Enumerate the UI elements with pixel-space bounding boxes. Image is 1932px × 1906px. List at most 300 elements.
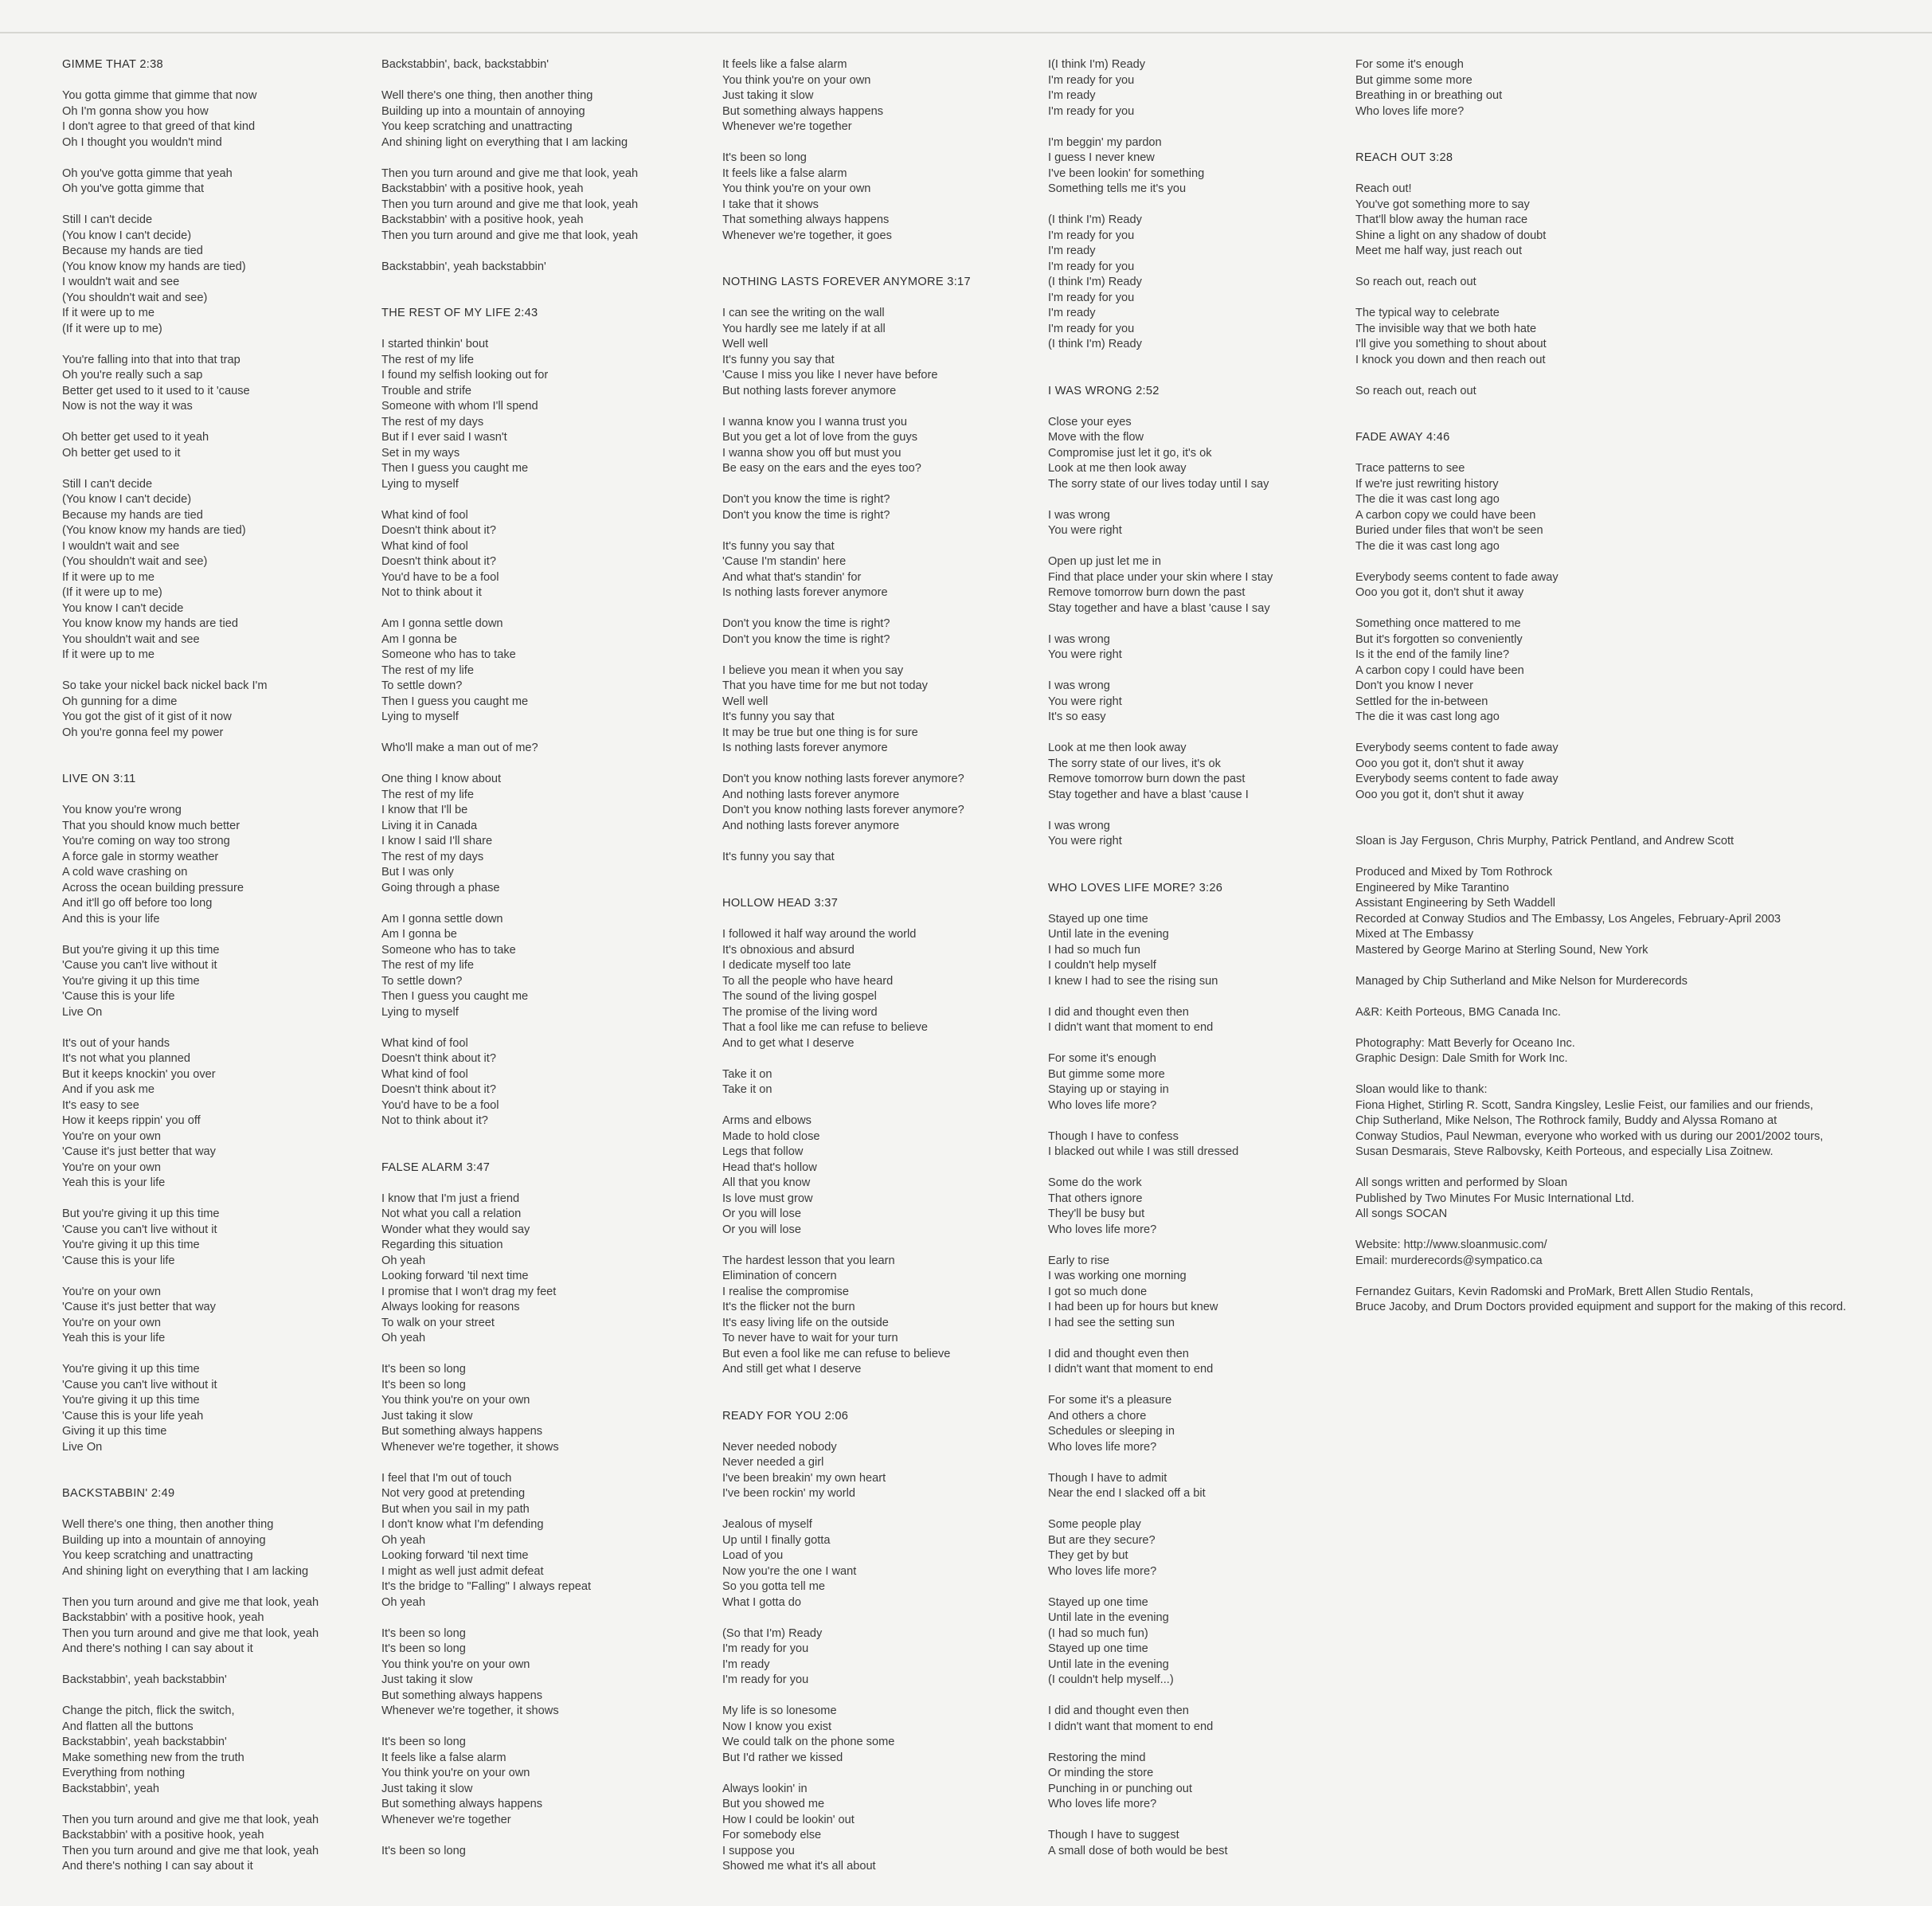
credits-paragraph [1355, 865, 1929, 958]
song-duration: 3:28 [1429, 151, 1453, 164]
lyric-line: Then you turn around and give me that look, yeah [62, 1626, 319, 1640]
lyric-line: Until late in the evening [1048, 1611, 1169, 1624]
lyric-line: To never have to wait for your turn [722, 1332, 898, 1344]
lyric-line: You know I can't decide [62, 601, 184, 615]
credits-line: Produced and Mixed by Tom Rothrock [1355, 866, 1553, 879]
lyric-line: We could talk on the phone some [722, 1736, 895, 1748]
lyric-line: Is it the end of the family line? [1355, 648, 1510, 661]
lyric-stanza [1048, 1595, 1339, 1689]
song-title [722, 275, 1013, 291]
lyric-line: Always lookin' in [722, 1782, 808, 1795]
lyric-stanza [62, 166, 353, 198]
lyric-line: And to get what I deserve [722, 1036, 855, 1050]
song-duration: 3:47 [466, 1160, 491, 1174]
credits-line: Website: http://www.sloanmusic.com/ [1355, 1239, 1547, 1251]
credits-line: Email: murderecords@sympatico.ca [1355, 1254, 1543, 1267]
lyric-line: (You shouldn't wait and see) [62, 555, 208, 568]
lyric-line: Everything from nothing [62, 1767, 186, 1779]
lyric-line: You're giving it up this time [62, 1363, 200, 1376]
credits-paragraph [1355, 1036, 1929, 1067]
lyric-line: For somebody else [722, 1829, 822, 1841]
lyric-line: Oh yeah [381, 1533, 426, 1547]
lyric-stanza [62, 213, 353, 337]
lyric-line: 'Cause I miss you like I never have before [722, 369, 938, 382]
lyric-line: Legs that follow [722, 1145, 804, 1158]
lyric-line: Just taking it slow [381, 1409, 473, 1423]
song-duration: 3:37 [814, 897, 839, 910]
lyrics-column-5 [1355, 57, 1929, 1331]
lyric-stanza [62, 943, 353, 1021]
song-title [1355, 151, 1929, 166]
lyric-line: What kind of fool [381, 1067, 468, 1081]
lyric-line: You're giving it up this time [62, 1239, 200, 1251]
lyric-line: They get by but [1048, 1549, 1128, 1562]
credits-paragraph [1355, 1285, 1929, 1316]
lyric-stanza [1355, 741, 1929, 803]
lyric-line: Who loves life more? [1048, 1798, 1157, 1810]
lyric-stanza [1048, 632, 1339, 663]
lyric-line: I knew I had to see the rising sun [1048, 974, 1218, 988]
song-title-text: REACH OUT [1355, 151, 1426, 164]
lyric-line: Now you're the one I want [722, 1564, 857, 1578]
lyric-line: I'm ready for you [1048, 73, 1135, 87]
lyric-line: What kind of fool [381, 1036, 468, 1050]
song-duration: 4:46 [1426, 431, 1450, 444]
lyric-line: Wonder what they would say [381, 1223, 530, 1236]
lyric-line: Be easy on the ears and the eyes too? [722, 462, 921, 475]
song-duration: 3:17 [947, 276, 971, 288]
lyric-line: Stayed up one time [1048, 1595, 1148, 1609]
lyric-line: Then you turn around and give me that look, yeah [62, 1595, 319, 1609]
lyric-line: I followed it half way around the world [722, 928, 917, 941]
lyric-line: My life is so lonesome [722, 1704, 837, 1717]
lyric-stanza [722, 1067, 1013, 1098]
lyric-stanza [381, 1844, 672, 1860]
lyric-line: I wouldn't wait and see [62, 276, 180, 288]
lyric-line: Trace patterns to see [1355, 462, 1465, 475]
lyric-stanza [1048, 1393, 1339, 1455]
lyric-line: I was wrong [1048, 819, 1110, 832]
lyric-line: The rest of my life [381, 788, 474, 801]
lyric-stanza [381, 1471, 672, 1611]
lyric-line: But something always happens [722, 104, 884, 118]
lyric-line: You think you're on your own [381, 1394, 530, 1407]
lyric-stanza [62, 1673, 353, 1689]
lyric-line: I believe you mean it when you say [722, 663, 904, 677]
lyric-line: Until late in the evening [1048, 1657, 1169, 1671]
lyric-line: It's been so long [381, 1363, 466, 1376]
lyric-line: That a fool like me can refuse to believe [722, 1021, 928, 1034]
lyric-line: But gimme some more [1048, 1067, 1165, 1081]
lyric-line: You know know my hands are tied [62, 617, 238, 630]
lyric-line: Arms and elbows [722, 1114, 812, 1127]
lyric-line: Just taking it slow [381, 1673, 473, 1686]
lyric-line: (I had so much fun) [1048, 1626, 1148, 1640]
lyric-line: Oh yeah [381, 1254, 426, 1267]
lyric-stanza [722, 850, 1013, 866]
lyric-line: It's easy living life on the outside [722, 1316, 889, 1329]
lyric-stanza [1355, 306, 1929, 368]
lyric-line: I've been lookin' for something [1048, 166, 1205, 180]
lyric-line: You think you're on your own [381, 1657, 530, 1671]
lyric-stanza [722, 616, 1013, 648]
lyric-line: Oh gunning for a dime [62, 695, 178, 708]
lyric-stanza [1355, 616, 1929, 726]
lyric-stanza [1048, 1471, 1339, 1502]
lyric-line: You're giving it up this time [62, 1394, 200, 1407]
lyric-line: 'Cause this is your life [62, 1254, 175, 1267]
lyric-stanza [62, 1517, 353, 1579]
lyric-line: Set in my ways [381, 446, 460, 460]
lyric-line: Take it on [722, 1083, 772, 1096]
lyric-line: Not to think about it? [381, 1114, 488, 1127]
lyric-line: The hardest lesson that you learn [722, 1254, 895, 1267]
lyric-stanza [62, 1704, 353, 1797]
lyric-line: I found my selfish looking out for [381, 369, 549, 382]
lyric-line: And shining light on everything that I am lacking [62, 1564, 309, 1578]
lyric-line: How it keeps rippin' you off [62, 1114, 201, 1127]
lyric-line: Going through a phase [381, 881, 500, 894]
lyric-line: I'm ready [1048, 245, 1096, 257]
lyric-line: Backstabbin', back, backstabbin' [381, 58, 549, 71]
lyric-line: Still I can't decide [62, 213, 153, 226]
lyric-line: Look at me then look away [1048, 742, 1187, 754]
lyric-line: Stay together and have a blast 'cause I say [1048, 601, 1270, 615]
lyric-stanza [62, 88, 353, 151]
lyric-line: I'll give you something to shout about [1355, 338, 1547, 350]
lyric-line: I did and thought even then [1048, 1347, 1189, 1360]
lyric-stanza [381, 1626, 672, 1720]
credits-line: Published by Two Minutes For Music International Ltd. [1355, 1192, 1635, 1205]
lyric-line: But something always happens [381, 1689, 543, 1702]
lyric-line: I've been rockin' my world [722, 1487, 855, 1500]
lyric-line: It's been so long [381, 1626, 466, 1640]
credits-paragraph [1355, 1176, 1929, 1223]
lyric-line: I've been breakin' my own heart [722, 1471, 886, 1485]
lyric-line: The rest of my days [381, 850, 484, 863]
lyric-line: And there's nothing I can say about it [62, 1642, 253, 1655]
lyric-line: Well well [722, 338, 768, 350]
credits-line: Fiona Highet, Stirling R. Scott, Sandra Kingsley, Leslie Feist, our families and our friends, [1355, 1098, 1813, 1112]
lyric-line: I might as well just admit defeat [381, 1564, 544, 1578]
lyric-line: But you're giving it up this time [62, 1207, 220, 1220]
lyric-line: (You shouldn't wait and see) [62, 291, 208, 304]
lyric-line: Stayed up one time [1048, 912, 1148, 926]
lyric-line: Up until I finally gotta [722, 1533, 831, 1547]
lyric-line: I'm ready for you [722, 1673, 809, 1686]
lyric-stanza [1048, 679, 1339, 726]
lyric-line: 'Cause it's just better that way [62, 1145, 216, 1158]
song-title-text: THE REST OF MY LIFE [381, 307, 511, 319]
lyric-line: Building up into a mountain of annoying [62, 1533, 266, 1547]
lyric-line: Don't you know the time is right? [722, 617, 890, 630]
lyric-stanza [1048, 1751, 1339, 1813]
song-block [1355, 57, 1929, 119]
lyric-line: And if you ask me [62, 1083, 154, 1096]
lyric-line: Stayed up one time [1048, 1642, 1148, 1655]
lyric-line: (You know know my hands are tied) [62, 524, 246, 537]
lyric-line: You think you're on your own [722, 182, 871, 195]
lyric-line: Though I have to suggest [1048, 1829, 1179, 1841]
lyric-line: The sorry state of our lives today until I say [1048, 477, 1269, 491]
lyric-line: Whenever we're together [381, 1813, 511, 1826]
credits-line: Sloan would like to thank: [1355, 1083, 1488, 1096]
lyrics-column-1 [62, 57, 353, 1906]
lyric-line: It's so easy [1048, 710, 1106, 723]
lyric-line: It's funny you say that [722, 850, 835, 863]
lyric-line: Compromise just let it go, it's ok [1048, 446, 1212, 460]
lyric-line: Make something new from the truth [62, 1751, 244, 1764]
lyric-line: Don't you know nothing lasts forever anymore? [722, 773, 964, 785]
credits-line: A&R: Keith Porteous, BMG Canada Inc. [1355, 1005, 1561, 1019]
lyric-stanza [381, 741, 672, 757]
lyrics-column-3 [722, 57, 1013, 1906]
credits-line: Conway Studios, Paul Newman, everyone who worked with us during our 2001/2002 tours, [1355, 1129, 1824, 1143]
lyric-line: And still get what I deserve [722, 1363, 862, 1376]
lyric-line: I did and thought even then [1048, 1704, 1189, 1717]
lyric-stanza [722, 492, 1013, 523]
song-block [62, 57, 353, 741]
credits-line: All songs written and performed by Sloan [1355, 1176, 1568, 1189]
lyric-line: To settle down? [381, 679, 463, 692]
lyric-stanza [1048, 554, 1339, 616]
lyric-line: Doesn't think about it? [381, 1052, 496, 1065]
lyric-line: Regarding this situation [381, 1239, 503, 1251]
lyric-line: And it'll go off before too long [62, 897, 213, 910]
lyric-line: Elimination of concern [722, 1270, 837, 1282]
lyric-line: I had been up for hours but knew [1048, 1301, 1218, 1313]
lyric-line: It's obnoxious and absurd [722, 943, 855, 957]
lyric-stanza [381, 1362, 672, 1455]
lyric-line: Then you turn around and give me that look, yeah [381, 229, 639, 242]
lyric-line: I guess I never knew [1048, 151, 1155, 164]
lyric-stanza [1048, 1005, 1339, 1036]
lyric-line: Then I guess you caught me [381, 990, 529, 1003]
song-duration: 3:26 [1199, 881, 1223, 894]
lyric-line: You're on your own [62, 1160, 161, 1174]
song-title-text: WHO LOVES LIFE MORE? [1048, 881, 1196, 894]
song-block [1048, 384, 1339, 850]
lyric-line: Is nothing lasts forever anymore [722, 742, 888, 754]
song-block [62, 1486, 353, 1875]
lyric-line: You were right [1048, 524, 1122, 537]
lyric-line: I was wrong [1048, 508, 1110, 522]
lyric-line: And flatten all the buttons [62, 1720, 194, 1733]
lyric-stanza [381, 772, 672, 896]
lyric-line: It's funny you say that [722, 710, 835, 723]
lyric-line: I(I think I'm) Ready [1048, 58, 1146, 71]
lyric-line: 'Cause this is your life yeah [62, 1409, 204, 1423]
lyric-line: (If it were up to me) [62, 322, 162, 335]
lyric-stanza [381, 57, 672, 73]
lyric-line: It may be true but one thing is for sure [722, 726, 918, 739]
lyric-line: Backstabbin' with a positive hook, yeah [381, 182, 584, 195]
lyric-line: But something always happens [381, 1425, 543, 1438]
lyric-line: I did and thought even then [1048, 1005, 1189, 1019]
lyric-line: Oh yeah [381, 1595, 426, 1609]
lyric-stanza [381, 1735, 672, 1828]
song-block [722, 57, 1013, 244]
lyric-stanza [381, 337, 672, 492]
lyric-line: Whenever we're together [722, 120, 852, 133]
lyric-line: Who'll make a man out of me? [381, 742, 538, 754]
lyric-line: For some it's a pleasure [1048, 1394, 1172, 1407]
lyric-line: I had so much fun [1048, 943, 1141, 957]
lyric-line: Because my hands are tied [62, 508, 203, 522]
lyric-line: The rest of my days [381, 415, 484, 429]
lyric-stanza [722, 151, 1013, 244]
song-title-text: FALSE ALARM [381, 1160, 463, 1174]
lyric-line: Yeah this is your life [62, 1332, 166, 1344]
song-block [1355, 430, 1929, 803]
lyric-line: Early to rise [1048, 1254, 1110, 1267]
lyric-line: Don't you know I never [1355, 679, 1473, 692]
lyric-line: Until late in the evening [1048, 928, 1169, 941]
lyric-line: Live On [62, 1440, 103, 1454]
lyric-line: Oh you've gotta gimme that yeah [62, 166, 233, 180]
lyric-line: Or you will lose [722, 1207, 801, 1220]
lyric-stanza [1048, 1704, 1339, 1735]
lyric-line: If it were up to me [62, 648, 154, 661]
lyric-line: The die it was cast long ago [1355, 539, 1500, 553]
lyric-line: I didn't want that moment to end [1048, 1363, 1214, 1376]
lyric-line: Everybody seems content to fade away [1355, 742, 1559, 754]
page-top-rule [0, 32, 1932, 33]
lyric-line: You think you're on your own [381, 1767, 530, 1779]
credits-line: Managed by Chip Sutherland and Mike Nelson for Murderecords [1355, 974, 1688, 988]
song-duration: 2:43 [514, 307, 538, 319]
lyric-line: The die it was cast long ago [1355, 710, 1500, 723]
lyric-line: Who loves life more? [1048, 1564, 1157, 1578]
lyric-line: I'm ready [1048, 307, 1096, 319]
lyric-stanza [62, 679, 353, 741]
lyric-line: A carbon copy we could have been [1355, 508, 1536, 522]
credits-line: Chip Sutherland, Mike Nelson, The Rothrock family, Buddy and Alyssa Romano at [1355, 1114, 1778, 1127]
lyric-line: I take that it shows [722, 198, 819, 211]
lyric-line: Schedules or sleeping in [1048, 1425, 1175, 1438]
lyric-line: Not what you call a relation [381, 1207, 522, 1220]
song-title [1048, 881, 1339, 897]
lyric-line: Whenever we're together, it shows [381, 1704, 559, 1717]
lyric-line: Then I guess you caught me [381, 695, 529, 708]
lyric-line: I had see the setting sun [1048, 1316, 1175, 1329]
lyric-stanza [62, 1207, 353, 1269]
lyric-line: Head that's hollow [722, 1160, 817, 1174]
lyric-line: Punching in or punching out [1048, 1782, 1192, 1795]
song-duration: 2:52 [1136, 384, 1160, 397]
lyric-line: Find that place under your skin where I stay [1048, 570, 1273, 584]
lyric-line: Load of you [722, 1549, 784, 1562]
lyric-line: A small dose of both would be best [1048, 1844, 1228, 1857]
lyric-line: It's been so long [381, 1736, 466, 1748]
lyric-line: Oh I'm gonna show you how [62, 104, 209, 118]
lyric-line: Someone who has to take [381, 648, 516, 661]
lyric-line: I'm ready [722, 1657, 770, 1671]
lyric-stanza [722, 1113, 1013, 1238]
lyric-line: Oh you're really such a sap [62, 369, 203, 382]
lyric-line: It's out of your hands [62, 1036, 170, 1050]
lyric-line: For some it's enough [1355, 58, 1464, 71]
lyric-line: But nothing lasts forever anymore [722, 384, 897, 397]
song-title-text: I WAS WRONG [1048, 384, 1132, 397]
lyric-stanza [1048, 1129, 1339, 1160]
lyric-line: One thing I know about [381, 773, 502, 785]
credits-line: All songs SOCAN [1355, 1207, 1448, 1220]
lyric-stanza [1048, 912, 1339, 990]
lyric-line: I couldn't help myself [1048, 959, 1156, 972]
lyric-stanza [381, 616, 672, 726]
lyric-line: Take it on [722, 1067, 772, 1081]
lyric-stanza [381, 508, 672, 601]
lyric-line: But even a fool like me can refuse to believe [722, 1347, 951, 1360]
lyric-stanza [62, 1285, 353, 1347]
lyric-line: Better get used to it used to it 'cause [62, 384, 250, 397]
lyric-line: I can see the writing on the wall [722, 307, 885, 319]
lyric-stanza [1048, 1347, 1339, 1378]
lyric-line: Am I gonna be [381, 928, 457, 941]
lyric-stanza [1048, 1254, 1339, 1332]
lyric-line: Doesn't think about it? [381, 1083, 496, 1096]
lyric-stanza [722, 306, 1013, 399]
lyric-line: 'Cause I'm standin' here [722, 555, 847, 568]
lyric-line: The die it was cast long ago [1355, 493, 1500, 506]
credits-line: Mixed at The Embassy [1355, 928, 1474, 941]
lyric-line: Someone who has to take [381, 943, 516, 957]
credits-paragraph [1355, 1238, 1929, 1269]
lyric-line: I wouldn't wait and see [62, 539, 180, 553]
lyric-stanza [722, 539, 1013, 601]
lyric-stanza [722, 927, 1013, 1051]
lyric-line: (If it were up to me) [62, 586, 162, 599]
lyric-stanza [381, 166, 672, 245]
song-block [1355, 151, 1929, 399]
song-block [381, 1160, 672, 1860]
lyric-line: I'm ready for you [1048, 291, 1135, 304]
lyric-line: You got the gist of it gist of it now [62, 710, 232, 723]
lyric-line: So reach out, reach out [1355, 276, 1476, 288]
song-title-text: GIMME THAT [62, 58, 136, 71]
lyric-line: Staying up or staying in [1048, 1083, 1169, 1096]
lyric-line: The rest of my life [381, 959, 474, 972]
song-block [722, 275, 1013, 865]
lyric-line: Well there's one thing, then another thing [62, 1518, 274, 1531]
song-title-text: LIVE ON [62, 773, 110, 785]
song-title-text: READY FOR YOU [722, 1409, 822, 1423]
lyric-stanza [1048, 508, 1339, 539]
lyric-line: Buried under files that won't be seen [1355, 524, 1543, 537]
lyric-line: Ooo you got it, don't shut it away [1355, 788, 1524, 801]
lyric-stanza [722, 1254, 1013, 1378]
song-block [722, 896, 1013, 1378]
lyric-line: I was working one morning [1048, 1270, 1187, 1282]
lyric-line: But I'd rather we kissed [722, 1751, 843, 1764]
lyric-line: Is nothing lasts forever anymore [722, 586, 888, 599]
lyric-line: (I think I'm) Ready [1048, 276, 1142, 288]
lyric-line: You're giving it up this time [62, 974, 200, 988]
lyric-line: To all the people who have heard [722, 974, 894, 988]
lyric-line: Oh I thought you wouldn't mind [62, 135, 222, 149]
song-title [62, 1486, 353, 1502]
lyric-line: (I couldn't help myself...) [1048, 1673, 1174, 1686]
lyric-line: Don't you know nothing lasts forever anymore? [722, 804, 964, 816]
credits-line: Assistant Engineering by Seth Waddell [1355, 897, 1555, 910]
song-title-text: HOLLOW HEAD [722, 897, 812, 910]
lyric-line: Ooo you got it, don't shut it away [1355, 757, 1524, 770]
lyric-stanza [62, 477, 353, 663]
lyric-stanza [1355, 182, 1929, 260]
lyric-line: Jealous of myself [722, 1518, 812, 1531]
lyric-stanza [1355, 384, 1929, 400]
